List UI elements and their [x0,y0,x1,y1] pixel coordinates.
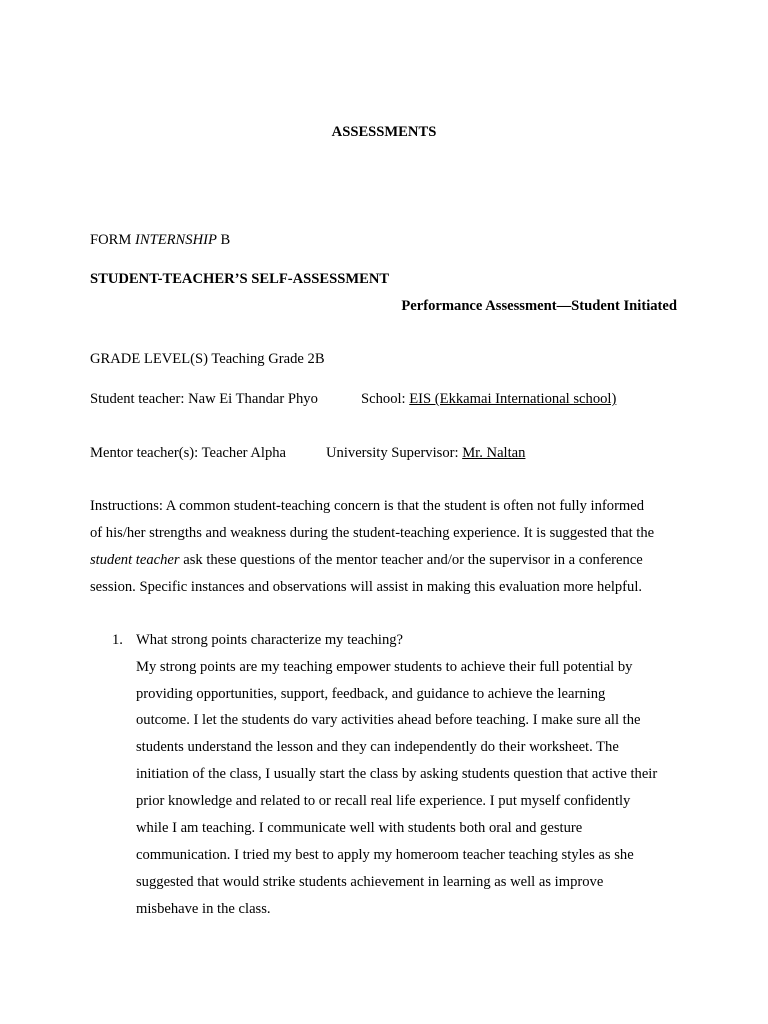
instructions-text: ask these questions of the mentor teacher and/or the supervisor in a conference [179,552,643,568]
answer-line: students understand the lesson and they can independently do their worksheet. The [136,739,619,755]
supervisor-label: University Supervisor: [326,445,463,461]
section-heading: STUDENT-TEACHER’S SELF-ASSESSMENT [90,271,390,287]
section-subheading: Performance Assessment—Student Initiated [401,298,677,314]
supervisor-value: Mr. Naltan [462,445,526,461]
question-text: What strong points characterize my teaching? [136,632,404,648]
grade-level: GRADE LEVEL(S) Teaching Grade 2B [90,351,325,367]
supervisor-field [326,445,525,463]
instructions-line [90,552,643,570]
answer-line: initiation of the class, I usually start the class by asking students question that active their [136,766,658,782]
answer-line: while I am teaching. I communicate well with students both oral and gesture [136,820,583,836]
instructions-line: session. Specific instances and observations will assist in making this evaluation more helpful. [90,579,643,595]
instructions-line: Instructions: A common student-teaching concern is that the student is often not fully informed [90,498,645,514]
answer-line: communication. I tried my best to apply my homeroom teacher teaching styles as she [136,847,634,863]
instructions-line: of his/her strengths and weakness during the student-teaching experience. It is suggested that the [90,525,655,541]
school-label: School: [361,391,410,407]
answer-line: providing opportunities, support, feedback, and guidance to achieve the learning [136,686,606,702]
answer-line: outcome. I let the students do vary activities ahead before teaching. I make sure all the [136,712,641,728]
answer-line: My strong points are my teaching empower students to achieve their full potential by [136,659,633,675]
form-prefix: FORM [90,232,136,248]
instructions-italic: student teacher [90,552,180,568]
answer-line: prior knowledge and related to or recall real life experience. I put myself confidently [136,793,631,809]
mentor-teacher: Mentor teacher(s): Teacher Alpha [90,445,287,461]
form-suffix: B [216,232,231,248]
question-number: 1. [112,632,123,648]
document-title: ASSESSMENTS [331,124,437,140]
answer-line: misbehave in the class. [136,901,271,917]
school-field [361,391,616,409]
form-label [90,232,230,250]
answer-line: suggested that would strike students achievement in learning as well as improve [136,874,604,890]
school-value: EIS (Ekkamai International school) [409,391,617,407]
form-italic: INTERNSHIP [135,232,217,248]
student-teacher: Student teacher: Naw Ei Thandar Phyo [90,391,318,407]
